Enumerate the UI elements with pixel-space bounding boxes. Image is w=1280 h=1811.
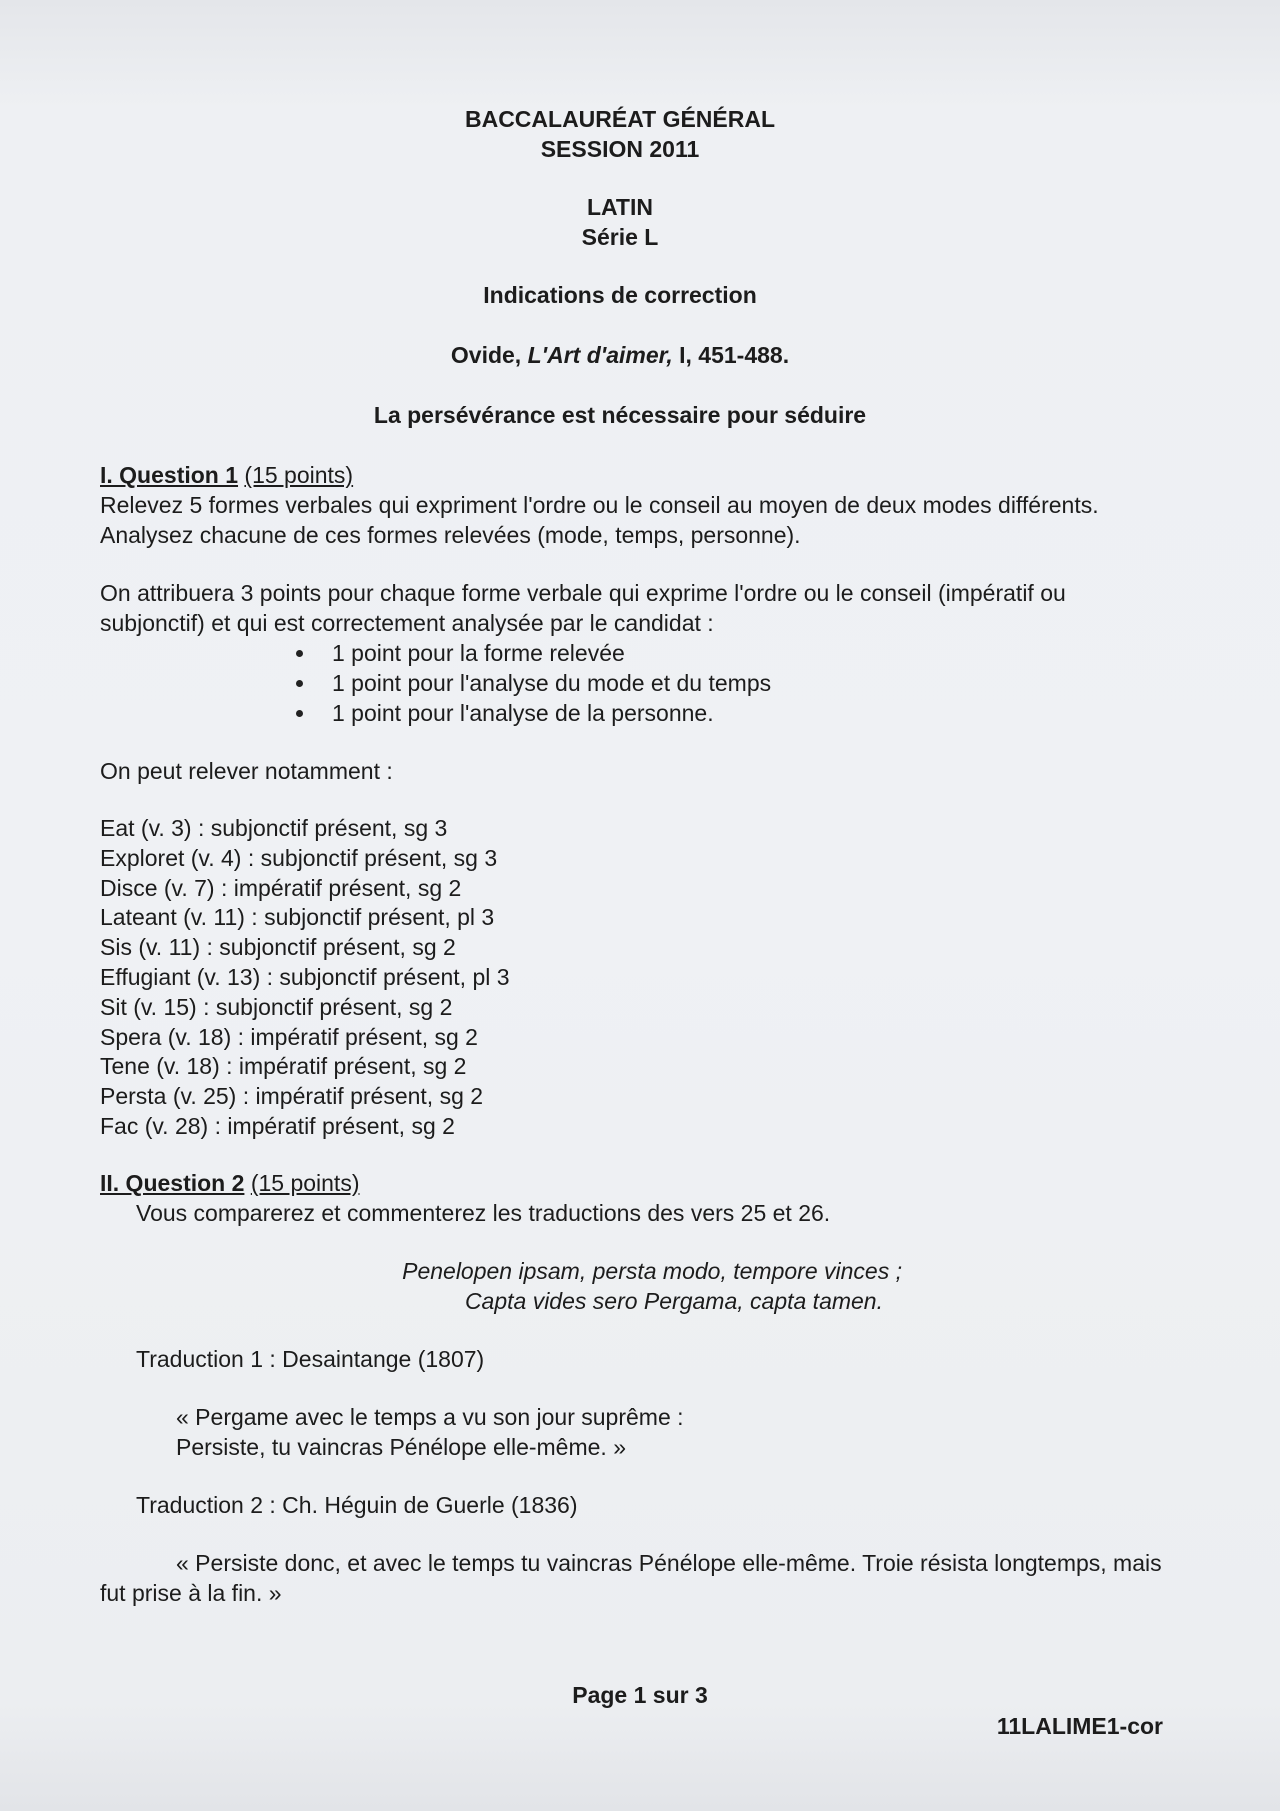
q2-points: (15 points) bbox=[250, 1169, 360, 1196]
translation-1-line-2: Persiste, tu vaincras Pénélope elle-même. » bbox=[176, 1433, 626, 1460]
document-code: 11LALIME1-cor bbox=[996, 1713, 1163, 1739]
latin-verse-25: Penelopen ipsam, persta modo, tempore vinces ; bbox=[402, 1257, 902, 1284]
q1-scoring-list bbox=[100, 638, 1170, 728]
verb-form-item: Eat (v. 3) : subjonctif présent, sg 3 bbox=[100, 815, 448, 841]
verb-form-item: Persta (v. 25) : impératif présent, sg 2 bbox=[100, 1083, 484, 1110]
latin-verse-26: Capta vides sero Pergama, capta tamen. bbox=[464, 1287, 883, 1314]
q1-heading bbox=[100, 460, 1170, 490]
verb-form-item: Fac (v. 28) : impératif présent, sg 2 bbox=[100, 1112, 455, 1139]
scoring-bullet: 1 point pour l'analyse du mode et du temps bbox=[292, 668, 1170, 698]
page-number: Page 1 sur 3 bbox=[572, 1682, 708, 1708]
verb-form-item: Lateant (v. 11) : subjonctif présent, pl 3 bbox=[100, 904, 495, 931]
doc-type: Indications de correction bbox=[483, 282, 757, 308]
q2-heading bbox=[100, 1168, 1170, 1198]
exam-serie: Série L bbox=[581, 224, 659, 250]
q1-prompt: Relevez 5 formes verbales qui expriment l'ordre ou le conseil au moyen de deux modes différents. Analysez chacune de ces formes relevées (mode, temps, personne). bbox=[100, 492, 1099, 548]
exam-title: BACCALAURÉAT GÉNÉRAL bbox=[464, 106, 776, 132]
work-author: Ovide, bbox=[450, 342, 528, 368]
verb-form-item: Spera (v. 18) : impératif présent, sg 2 bbox=[100, 1023, 478, 1050]
scoring-bullet: 1 point pour l'analyse de la personne. bbox=[292, 698, 1170, 728]
verb-form-item: Tene (v. 18) : impératif présent, sg 2 bbox=[100, 1053, 467, 1080]
q1-title: I. Question 1 bbox=[100, 462, 239, 488]
q2-title: II. Question 2 bbox=[100, 1169, 245, 1196]
theme-heading: La persévérance est nécessaire pour séduire bbox=[373, 402, 867, 428]
exam-subject: LATIN bbox=[586, 194, 653, 220]
verb-form-item: Effugiant (v. 13) : subjonctif présent, pl 3 bbox=[100, 963, 510, 990]
q1-points: (15 points) bbox=[244, 462, 354, 488]
translation-1-line-1: « Pergame avec le temps a vu son jour suprême : bbox=[176, 1403, 684, 1430]
work-reference bbox=[300, 340, 940, 370]
translation-2-text: « Persiste donc, et avec le temps tu vaincras Pénélope elle-même. Troie résista longtemps, mais fut prise à la fin. » bbox=[100, 1549, 1162, 1606]
exam-session: SESSION 2011 bbox=[540, 136, 700, 162]
q2-prompt: Vous comparerez et commenterez les traductions des vers 25 et 26. bbox=[136, 1199, 831, 1226]
verb-form-item: Disce (v. 7) : impératif présent, sg 2 bbox=[100, 874, 462, 901]
translation-2-label: Traduction 2 : Ch. Héguin de Guerle (1836) bbox=[136, 1491, 578, 1518]
verb-form-item: Sis (v. 11) : subjonctif présent, sg 2 bbox=[100, 934, 456, 961]
document-body bbox=[100, 104, 1170, 1608]
q1-scoring-intro: On attribuera 3 points pour chaque forme verbale qui exprime l'ordre ou le conseil (impératif ou subjonctif) et qui est correctement analysée par le candidat : bbox=[100, 580, 1066, 636]
q1-list-intro: On peut relever notamment : bbox=[100, 758, 393, 784]
work-title: L'Art d'aimer, bbox=[527, 342, 673, 368]
latin-verses bbox=[100, 1256, 1170, 1316]
scoring-bullet: 1 point pour la forme relevée bbox=[292, 638, 1170, 668]
translation-1-label: Traduction 1 : Desaintange (1807) bbox=[136, 1345, 485, 1372]
verb-form-item: Exploret (v. 4) : subjonctif présent, sg 3 bbox=[100, 844, 498, 871]
verb-forms-list bbox=[100, 814, 1170, 1142]
verb-form-item: Sit (v. 15) : subjonctif présent, sg 2 bbox=[100, 993, 453, 1020]
work-lines: I, 451-488. bbox=[672, 342, 790, 368]
